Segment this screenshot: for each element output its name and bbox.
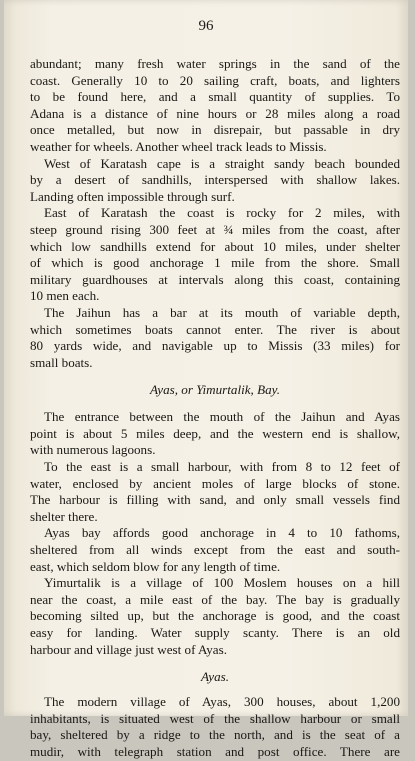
paragraph-east-karatash [30, 205, 400, 305]
text-line: The Jaihun has a bar at its mouth of variable depth, [44, 304, 400, 320]
text-line: weather for wheels. Another wheel track leads to Missis. [30, 138, 327, 154]
text-line: sheltered from all winds except from the east and south- [30, 542, 400, 558]
text-line: To the east is a small harbour, with from 8 to 12 feet of [44, 459, 400, 475]
paragraph-yimurtalik [30, 575, 400, 658]
text-line: 80 yards wide, and navigable up to Missis (33 miles) for [30, 338, 400, 354]
body-text [30, 56, 400, 761]
text-line: inhabitants, is situated west of the shallow harbour or small [30, 710, 400, 726]
paragraph-supplies [30, 56, 400, 156]
text-line: mudir, with telegraph station and post office. There are [30, 743, 400, 759]
text-line: easy for landing. Water supply scanty. There is an old [30, 625, 400, 640]
text-line: The entrance between the mouth of the Jaihun and Ayas [44, 409, 400, 425]
text-line: Ayas bay affords good anchorage in 4 to 10 fathoms, [44, 525, 400, 541]
paragraph-jaihun [30, 305, 400, 371]
text-line: small boats. [30, 354, 93, 370]
text-line: East of Karatash the coast is rocky for 2 miles, with [44, 205, 400, 221]
text-line: with numerous lagoons. [30, 442, 156, 458]
text-line: becoming silted up, but the anchorage is good, and the coast [30, 608, 400, 624]
text-line: harbour and village just west of Ayas. [30, 641, 227, 657]
paragraph-modern-ayas [30, 694, 400, 760]
text-line: which sometimes boats cannot enter. The river is about [30, 321, 400, 337]
page-number: 96 [198, 18, 214, 34]
text-line: Yimurtalik is a village of 100 Moslem houses on a hill [44, 575, 400, 591]
paragraph-anchorage [30, 525, 400, 575]
text-line: water, enclosed by ancient moles of large blocks of stone. [30, 475, 400, 491]
text-line: The modern village of Ayas, 300 houses, about 1,200 [44, 694, 400, 710]
text-line: near the coast, a mile east of the bay. The bay is gradually [30, 591, 400, 607]
text-line: once metalled, but now in disrepair, but passable in dry [30, 122, 400, 138]
text-line: by a desert of sandhills, interspersed with shallow lakes. [30, 172, 400, 188]
text-line: West of Karatash cape is a straight sandy beach bounded [44, 155, 400, 171]
text-line: bay, sheltered by a ridge to the north, and is the seat of a [30, 727, 400, 743]
text-line: steep ground rising 300 feet at ¾ miles from the coast, after [30, 221, 400, 237]
text-line: to be found here, and a small quantity of supplies. To [30, 89, 400, 105]
paragraph-entrance [30, 409, 400, 459]
section-heading-ayas: Ayas. [200, 669, 229, 685]
text-line: coast. Generally 10 to 20 sailing craft, boats, and lighters [30, 72, 400, 88]
text-line: point is about 5 miles deep, and the western end is shallow, [30, 425, 400, 441]
paragraph-harbour [30, 459, 400, 525]
text-line: The harbour is filling with sand, and only small vessels find [30, 492, 400, 508]
text-line: which low sandhills extend for about 10 miles, under shelter [30, 238, 400, 254]
book-page [4, 0, 408, 759]
text-line: 10 men each. [30, 288, 100, 304]
paragraph-west-karatash [30, 156, 400, 206]
text-line: military guardhouses at intervals along this coast, containing [30, 271, 400, 287]
text-line: shelter there. [30, 508, 98, 524]
text-line: of which is good anchorage 1 mile from the shore. Small [30, 255, 400, 271]
text-line: east, which seldom blow for any length of time. [30, 558, 281, 574]
text-line: Landing often impossible through surf. [30, 188, 235, 204]
section-heading-ayas-bay: Ayas, or Yimurtalik, Bay. [150, 382, 280, 398]
text-line: Adana is a distance of nine hours or 28 miles along a road [30, 105, 400, 121]
text-line: abundant; many fresh water springs in the sand of the [30, 56, 400, 71]
